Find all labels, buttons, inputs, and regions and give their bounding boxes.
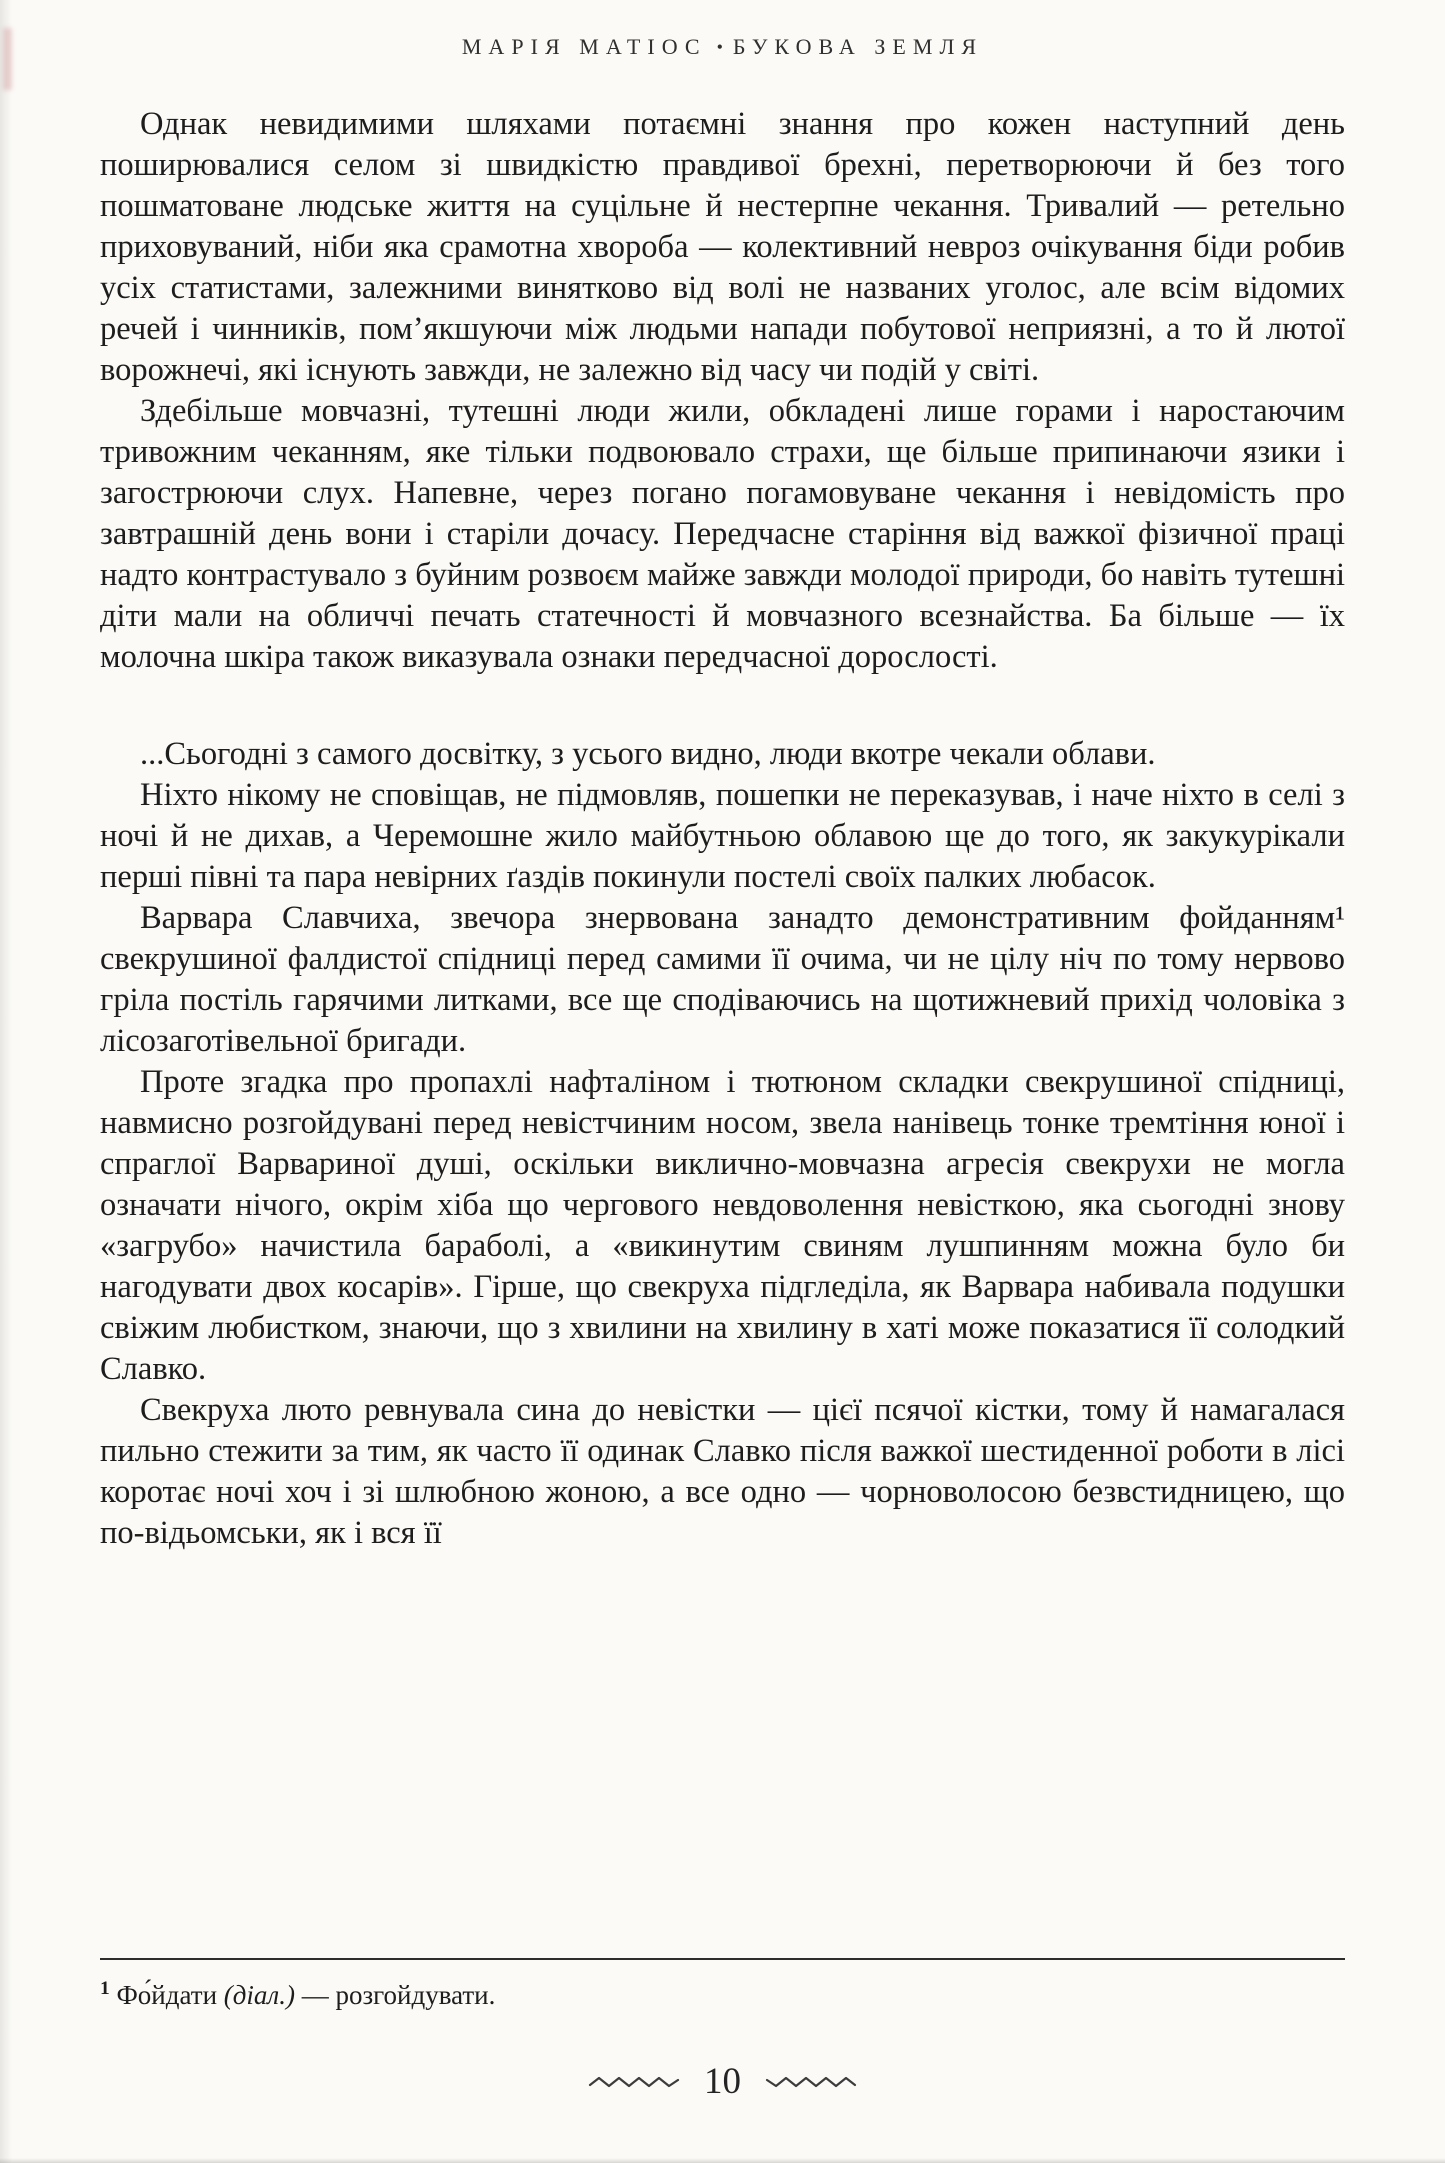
- zigzag-ornament-icon: [588, 2074, 680, 2090]
- running-header: [100, 34, 1345, 60]
- paragraph: Ніхто нікому не сповіщав, не підмовляв, пошепки не переказував, і наче ніхто в селі з ночі й не дихав, а Черемошне жило майбутньою облавою ще до того, як закукурікали перші півні та пара невірних ґаздів покинули постелі своїх палких любасок.: [100, 777, 1345, 895]
- body-text: [100, 104, 1345, 1554]
- zigzag-ornament-icon: [765, 2074, 857, 2090]
- paragraph-section-start: ...Сьогодні з самого досвітку, з усього видно, люди вкотре чекали облави.: [140, 736, 1156, 772]
- page-footer: [100, 2060, 1345, 2103]
- footnote: [100, 1972, 1345, 2012]
- paragraph: Проте згадка про пропахлі нафталіном і тютюном складки свекрушиної спідниці, навмисно розгойдувані перед невістчиним носом, звела нанівець тонке тремтіння юної і спраглої Варвариної душі, оскільки виклично-мовчазна агресія свекрухи не могла означати нічого, окрім хіба що чергового невдоволення невісткою, яка сьогодні знову «загрубо» начистила бараболі, а «викинутим свиням лушпинням можна було би нагодувати двох косарів». Гірше, що свекруха підгледіла, як Варвара набивала подушки свіжим любистком, знаючи, що з хвилини на хвилину в хаті може показатися її солодкий Славко.: [100, 1064, 1345, 1387]
- scan-edge-shadow: [0, 0, 12, 2163]
- paragraph: Варвара Славчиха, звечора знервована занадто демонстративним фойданням¹ свекрушиної фалдистої спідниці перед самими її очима, чи не цілу ніч по тому нервово гріла постіль гарячими литками, все ще сподіваючись на щотижневий прихід чоловіка з лісозаготівельної бригади.: [100, 900, 1345, 1059]
- paragraph: Однак невидимими шляхами потаємні знання про кожен наступний день поширювалися селом зі швидкістю правдивої брехні, перетворюючи й без того пошматоване людське життя на суцільне й нестерпне чекання. Тривалий — ретельно приховуваний, ніби яка срамотна хвороба — колективний невроз очікування біди робив усіх статистами, залежними винятково від волі не названих уголос, але всім відомих речей і чинників, пом’якшуючи між людьми напади побутової неприязні, а то й лютої ворожнечі, які існують завжди, не залежно від часу чи подій у світі.: [100, 106, 1345, 388]
- footnote-term: Фо́йдати: [116, 1980, 218, 2010]
- scan-edge-shadow-bottom: [0, 2158, 1445, 2163]
- page-number: 10: [704, 2061, 741, 2102]
- scan-smudge-mark: [3, 28, 12, 90]
- footnote-qualifier: (діал.): [223, 1980, 295, 2010]
- header-author: МАРІЯ МАТІОС: [461, 34, 707, 59]
- header-book-title: БУКОВА ЗЕМЛЯ: [732, 34, 984, 59]
- header-bullet-separator: •: [716, 37, 723, 57]
- footnote-definition: — розгойдувати.: [301, 1980, 496, 2010]
- paragraph: Свекруха люто ревнувала сина до невістки — цієї псячої кістки, тому й намагалася пильно стежити за тим, як часто її одинак Славко після важкої шестиденної роботи в лісі коротає ночі хоч і зі шлюбною жоною, а все одно — чорноволосою безвстидницею, що по-відьомськи, як і вся її: [100, 1392, 1345, 1551]
- footnote-marker: 1: [100, 1978, 110, 1999]
- paragraph: Здебільше мовчазні, тутешні люди жили, обкладені лише горами і наростаючим тривожним чеканням, яке тільки подвоювало страхи, ще більше припинаючи язики і загострюючи слух. Напевне, через погано погамовуване чекання і невідомість про завтрашній день вони і старіли дочасу. Передчасне старіння від важкої фізичної праці надто контрастувало з буйним розвоєм майже завжди молодої природи, бо навіть тутешні діти мали на обличчі печать статечності й мовчазного всезнайства. Ба більше — їх молочна шкіра також виказувала ознаки передчасної дорослості.: [100, 393, 1345, 675]
- footnote-block: [100, 1958, 1345, 2012]
- footnote-separator-rule: [100, 1958, 1345, 1960]
